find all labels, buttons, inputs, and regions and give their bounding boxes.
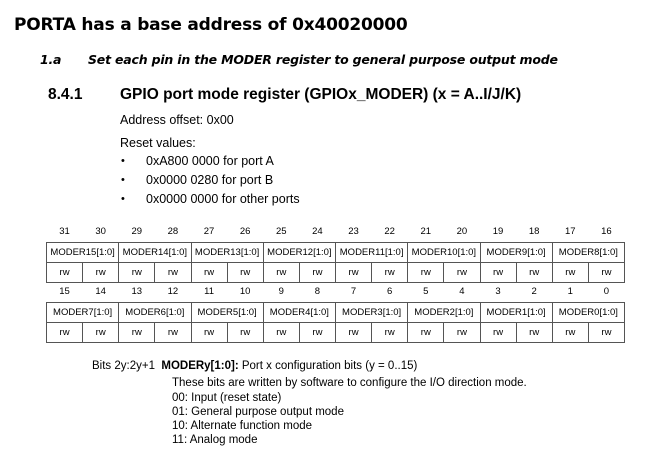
register-field: MODER9[1:0] xyxy=(480,242,552,262)
access-type: rw xyxy=(191,322,227,342)
access-type: rw xyxy=(47,322,83,342)
access-type: rw xyxy=(299,322,335,342)
bit-number: 5 xyxy=(423,286,429,298)
bit-number-row xyxy=(47,222,625,242)
access-type: rw xyxy=(552,322,588,342)
bit-number: 8 xyxy=(314,286,321,298)
register-table-lower xyxy=(46,282,625,343)
access-row xyxy=(47,262,625,282)
access-row xyxy=(47,322,625,342)
access-type: rw xyxy=(408,262,444,282)
bit-number: 30 xyxy=(95,226,106,238)
bit-number: 19 xyxy=(492,226,504,238)
register-field: MODER14[1:0] xyxy=(119,242,191,262)
mode-item: 00: Input (reset state) xyxy=(172,392,282,404)
access-type: rw xyxy=(263,262,299,282)
access-type: rw xyxy=(191,262,227,282)
section-title: GPIO port mode register (GPIOx_MODER) (x = A..I/J/K) xyxy=(120,86,522,103)
bit-number: 1 xyxy=(567,286,573,298)
bit-number: 25 xyxy=(276,226,287,238)
bit-number: 3 xyxy=(495,286,501,298)
register-field: MODER1[1:0] xyxy=(480,302,552,322)
access-type: rw xyxy=(299,262,335,282)
bit-number: 20 xyxy=(456,226,468,238)
bits-range: Bits 2y:2y+1 xyxy=(92,360,155,372)
access-type: rw xyxy=(227,322,263,342)
bit-number-row xyxy=(47,282,625,302)
access-type: rw xyxy=(372,322,408,342)
bit-number: 12 xyxy=(167,286,179,298)
field-name-row xyxy=(47,242,625,262)
page-heading: PORTA has a base address of 0x40020000 xyxy=(14,15,408,35)
access-type: rw xyxy=(119,262,155,282)
mode-item: 11: Analog mode xyxy=(172,434,258,446)
access-type: rw xyxy=(155,322,191,342)
access-type: rw xyxy=(480,322,516,342)
task-number: 1.a xyxy=(40,52,62,67)
bit-number: 23 xyxy=(348,226,359,238)
bit-number: 28 xyxy=(167,226,179,238)
address-offset: Address offset: 0x00 xyxy=(120,113,234,127)
register-field: MODER8[1:0] xyxy=(552,242,624,262)
access-type: rw xyxy=(83,322,119,342)
register-field: MODER10[1:0] xyxy=(408,242,480,262)
bit-number: 29 xyxy=(131,226,143,238)
access-type: rw xyxy=(444,262,480,282)
bit-number: 0 xyxy=(603,286,610,298)
bit-number: 2 xyxy=(531,286,537,298)
bit-number: 10 xyxy=(239,286,251,298)
register-field: MODER13[1:0] xyxy=(191,242,263,262)
bit-number: 11 xyxy=(204,286,214,298)
access-type: rw xyxy=(480,262,516,282)
access-type: rw xyxy=(336,322,372,342)
register-field: MODER5[1:0] xyxy=(191,302,263,322)
bit-number: 15 xyxy=(59,286,70,298)
bit-number: 21 xyxy=(420,226,432,238)
access-type: rw xyxy=(155,262,191,282)
reset-value-item: 0x0000 0000 for other ports xyxy=(146,192,300,206)
register-field: MODER3[1:0] xyxy=(336,302,408,322)
bit-number: 6 xyxy=(387,286,393,298)
bullet-glyph: • xyxy=(121,193,125,205)
bit-number: 31 xyxy=(59,226,70,238)
access-type: rw xyxy=(588,262,624,282)
register-field: MODER6[1:0] xyxy=(119,302,191,322)
access-type: rw xyxy=(263,322,299,342)
reset-value-item: 0xA800 0000 for port A xyxy=(146,154,274,168)
access-type: rw xyxy=(372,262,408,282)
mode-item: 01: General purpose output mode xyxy=(172,406,344,418)
bit-number: 14 xyxy=(95,286,106,298)
access-type: rw xyxy=(408,322,444,342)
bit-number: 27 xyxy=(203,226,215,238)
access-type: rw xyxy=(227,262,263,282)
reset-values-label: Reset values: xyxy=(120,136,196,150)
reset-value-item: 0x0000 0280 for port B xyxy=(146,173,274,187)
bullet-glyph: • xyxy=(121,155,125,167)
register-field: MODER0[1:0] xyxy=(552,302,624,322)
access-type: rw xyxy=(516,262,552,282)
access-type: rw xyxy=(552,262,588,282)
field-summary: Port x configuration bits (y = 0..15) xyxy=(238,360,418,372)
field-name-row xyxy=(47,302,625,322)
bit-number: 26 xyxy=(239,226,251,238)
register-field: MODER12[1:0] xyxy=(263,242,335,262)
bit-number: 17 xyxy=(565,226,576,238)
bit-number: 24 xyxy=(312,226,323,238)
field-name: MODERy[1:0]: xyxy=(161,360,239,372)
access-type: rw xyxy=(516,322,552,342)
bit-number: 13 xyxy=(131,286,143,298)
bit-number: 22 xyxy=(384,226,395,238)
access-type: rw xyxy=(588,322,624,342)
access-type: rw xyxy=(83,262,119,282)
register-field: MODER15[1:0] xyxy=(47,242,119,262)
section-number: 8.4.1 xyxy=(48,86,83,103)
mode-item: 10: Alternate function mode xyxy=(172,420,313,432)
register-field: MODER2[1:0] xyxy=(408,302,480,322)
bits-description xyxy=(92,360,417,372)
access-type: rw xyxy=(119,322,155,342)
access-type: rw xyxy=(336,262,372,282)
register-field: MODER4[1:0] xyxy=(263,302,335,322)
register-field: MODER7[1:0] xyxy=(47,302,119,322)
description-line: These bits are written by software to configure the I/O direction mode. xyxy=(172,377,527,389)
bit-number: 18 xyxy=(528,226,540,238)
bit-number: 7 xyxy=(350,286,357,298)
bit-number: 9 xyxy=(278,286,284,298)
access-type: rw xyxy=(444,322,480,342)
bullet-glyph: • xyxy=(121,174,125,186)
register-table-upper xyxy=(46,222,625,283)
access-type: rw xyxy=(47,262,83,282)
bit-number: 16 xyxy=(601,226,612,238)
task-text: Set each pin in the MODER register to general purpose output mode xyxy=(88,52,558,67)
bit-number: 4 xyxy=(459,286,465,298)
register-field: MODER11[1:0] xyxy=(336,242,408,262)
